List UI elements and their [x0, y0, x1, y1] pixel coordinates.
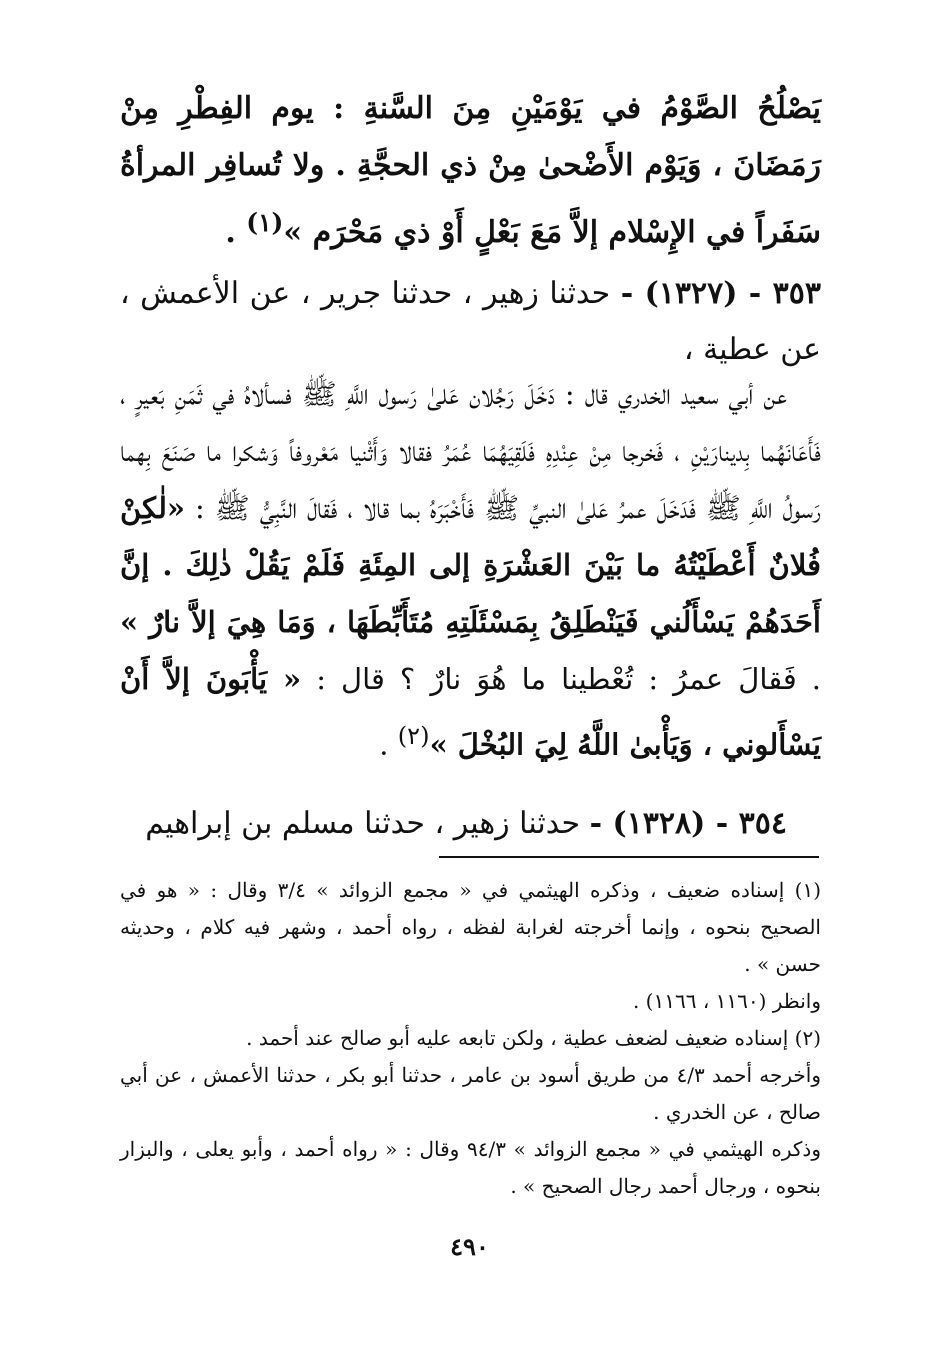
top-end: .: [225, 215, 236, 250]
hadith-353-intro: عن أبي سعيد الخدري قال : دَخَلَ رَجُلان عَلىٰ رَسول اللَّهِ ﷺ فسألاهُ في ثَمَنِ بَعيرٍ ، فَأَعَانَهُما بِدينارَيْنِ ، فَخرجا مِنْ عِنْدِهِ فَلَقِيَهُمَا عُمَرُ فقالا وَأَثْنيا مَعْروفاً وَشكرا ما صَنَعَ بِهما رَسولُ اللَّهِ ﷺ فَدَخَلَ عمرُ عَلىٰ النبيِّ ﷺ فَأَخْبَرَهُ بما قالا ، فَقالَ النَّبِيُّ ﷺ :: [120, 377, 822, 525]
hadith-353-number: ٣٥٣ - (١٣٢٧) -: [620, 276, 822, 311]
footnote-2: (٢) إسناده ضعيف لضعف عطية ، ولكن تابعه عليه أبو صالح عند أحمد .: [246, 1026, 821, 1050]
footnote-1-see-also: وانظر (١١٦٠ ، ١١٦٦) .: [632, 989, 821, 1013]
top-hadith-ending: [120, 80, 821, 261]
footnote-ref-1: (١): [246, 208, 284, 237]
hadith-354-chain-text: حدثنا زهير ، حدثنا مسلم بن إبراهيم: [145, 806, 581, 841]
page-number: ٤٩٠: [450, 1232, 489, 1261]
hadith-353-quote-2: « يَأْبَونَ إلاَّ أَنْ يَسْأَلوني ، وَيَأْبىٰ اللَّهُ لِيَ البُخْلَ »: [120, 662, 821, 762]
footnote-2-haythami: وذكره الهيثمي في « مجمع الزوائد » ٩٤/٣ وقال : « رواه أحمد ، وأبو يعلى ، والبزار بنحوه ، ورجال أحمد رجال الصحيح » .: [120, 1137, 821, 1198]
footnote-1: (١) إسناده ضعيف ، وذكره الهيثمي في « مجمع الزوائد » ٣/٤ وقال : « هو في الصحيح بنحوه ، وإنما أخرجته لغرابة لفظه ، رواه أحمد ، وشهر فيه كلام ، وحديثه حسن » .: [120, 878, 822, 976]
footnote-divider: [439, 856, 819, 858]
top-text: يَصْلُحُ الصَّوْمُ في يَوْمَيْنِ مِنَ السَّنةِ : يوم الفِطْرِ مِنْ رَمَضَانَ ، وَيَوْم الأَضْحىٰ مِنْ ذي الحجَّةِ . ولا تُسافِر المرأةُ سَفَراً في الإِسْلام إلاَّ مَعَ بَعْلٍ أَوْ ذي مَحْرَم »: [120, 91, 821, 250]
hadith-353-body: [120, 366, 821, 774]
hadith-353-middle: . فَقالَ عمرُ : تُعْطينا ما هُوَ نارٌ ؟ قال :: [316, 662, 822, 696]
hadith-353-chain: [120, 266, 821, 378]
footnotes: [120, 872, 821, 1205]
hadith-354-chain: [120, 796, 821, 852]
hadith-353-end: .: [379, 727, 389, 762]
hadith-354-number: ٣٥٤ - (١٣٢٨) -: [589, 806, 787, 841]
hadith-353-quote-1: «لٰكِنْ فُلانٌ أَعْطَيْتُهُ ما بَيْنَ العَشْرَةِ إلى المِئَةِ فَلَمْ يَقُلْ ذٰلِكَ . إنَّ أَحَدَهُمْ يَسْأَلُني فَيَنْطَلِقُ بِمَسْئَلَتِهِ مُتَأَبِّطَهَا ، وَمَا هِيَ إلاَّ نارٌ »: [120, 491, 821, 639]
footnote-2-takhrij: وأخرجه أحمد ٤/٣ من طريق أسود بن عامر ، حدثنا أبو بكر ، حدثنا الأعمش ، عن أبي صالح ، عن الخدري .: [120, 1063, 821, 1124]
footnote-ref-2: (٢): [397, 722, 430, 750]
hadith-353-chain-text: حدثنا زهير ، حدثنا جرير ، عن الأعمش ، عن عطية ،: [120, 276, 821, 367]
